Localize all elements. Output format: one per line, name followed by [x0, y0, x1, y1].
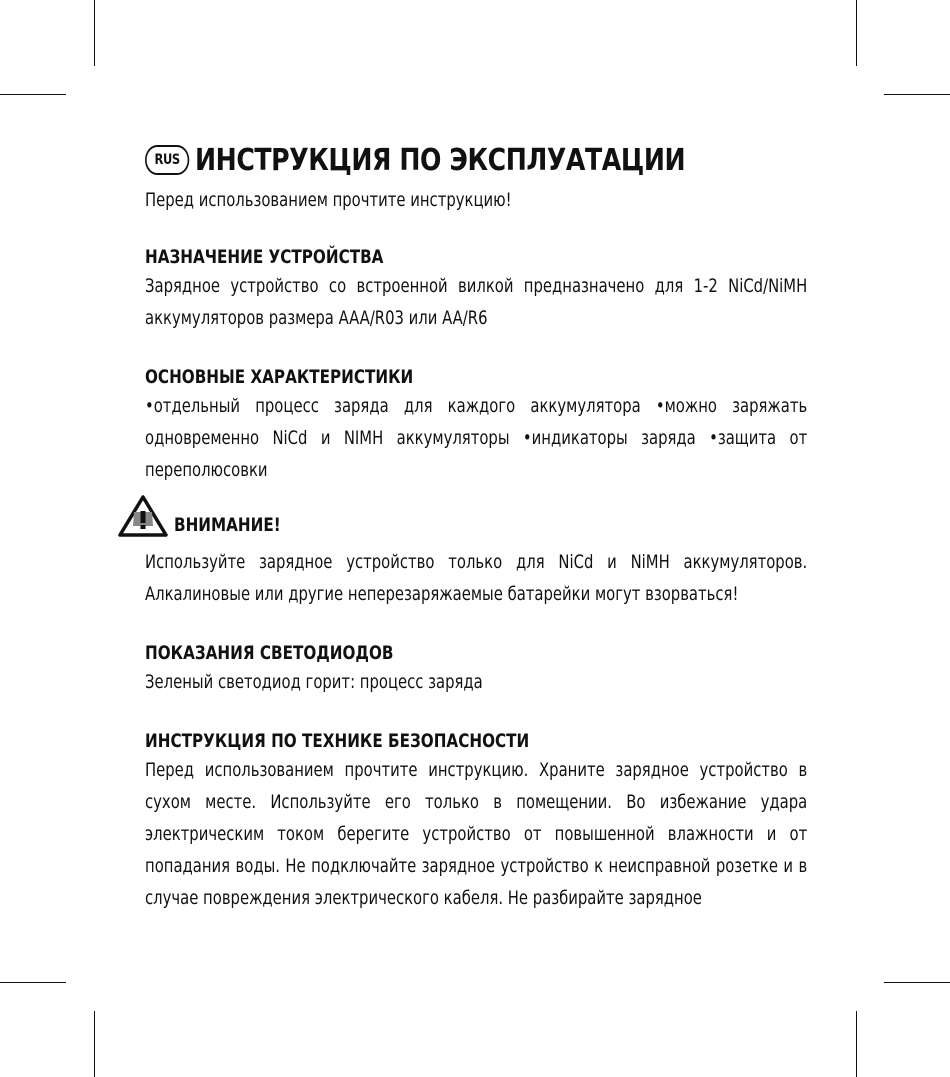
crop-mark-top-right-vertical	[856, 0, 857, 66]
section-heading-purpose: НАЗНАЧЕНИЕ УСТРОЙСТВА	[145, 246, 384, 268]
language-badge: RUS	[145, 145, 189, 175]
crop-mark-top-left-vertical	[94, 0, 95, 66]
manual-page	[145, 138, 807, 914]
page-subtitle: Перед использованием прочтите инструкцию!	[145, 189, 512, 211]
crop-mark-bottom-left-vertical	[94, 1011, 95, 1077]
section-text-features: •отдельный процесс заряда для каждого аккумулятора •можно заряжать одновременно NiCd и NIMH аккумуляторы •индикаторы заряда •защита от переполюсовки	[145, 395, 808, 481]
warning-triangle-icon	[117, 494, 169, 538]
title-row	[145, 138, 807, 182]
section-heading-warning: ВНИМАНИЕ!	[174, 514, 281, 536]
section-text-leds: Зеленый светодиод горит: процесс заряда	[145, 671, 483, 693]
crop-mark-bottom-left-horizontal	[0, 982, 66, 983]
section-heading-safety: ИНСТРУКЦИЯ ПО ТЕХНИКЕ БЕЗОПАСНОСТИ	[145, 730, 530, 752]
page-title: ИНСТРУКЦИЯ ПО ЭКСПЛУАТАЦИИ	[195, 142, 686, 178]
crop-mark-top-right-horizontal	[884, 94, 950, 95]
warning-header	[145, 494, 807, 546]
crop-mark-bottom-right-horizontal	[884, 982, 950, 983]
section-text-warning: Используйте зарядное устройство только для NiCd и NiMH аккумуляторов. Алкалиновые или другие неперезаряжаемые батарейки могут взорваться!	[145, 551, 808, 605]
section-heading-features: ОСНОВНЫЕ ХАРАКТЕРИСТИКИ	[145, 366, 414, 388]
section-text-purpose: Зарядное устройство со встроенной вилкой предназначено для 1-2 NiCd/NiMH аккумуляторов размера AAA/R03 или AA/R6	[145, 275, 808, 329]
crop-mark-top-left-horizontal	[0, 94, 66, 95]
section-text-safety: Перед использованием прочтите инструкцию. Храните зарядное устройство в сухом месте. Используйте его только в помещении. Во избежание удара электрическим током берегите устройство от повышенной влажности и от попадания воды. Не подключайте зарядное устройство к неисправной розетке и в случае повреждения электрического кабеля. Не разбирайте зарядное	[145, 759, 808, 909]
section-heading-leds: ПОКАЗАНИЯ СВЕТОДИОДОВ	[145, 642, 394, 664]
crop-mark-bottom-right-vertical	[856, 1011, 857, 1077]
